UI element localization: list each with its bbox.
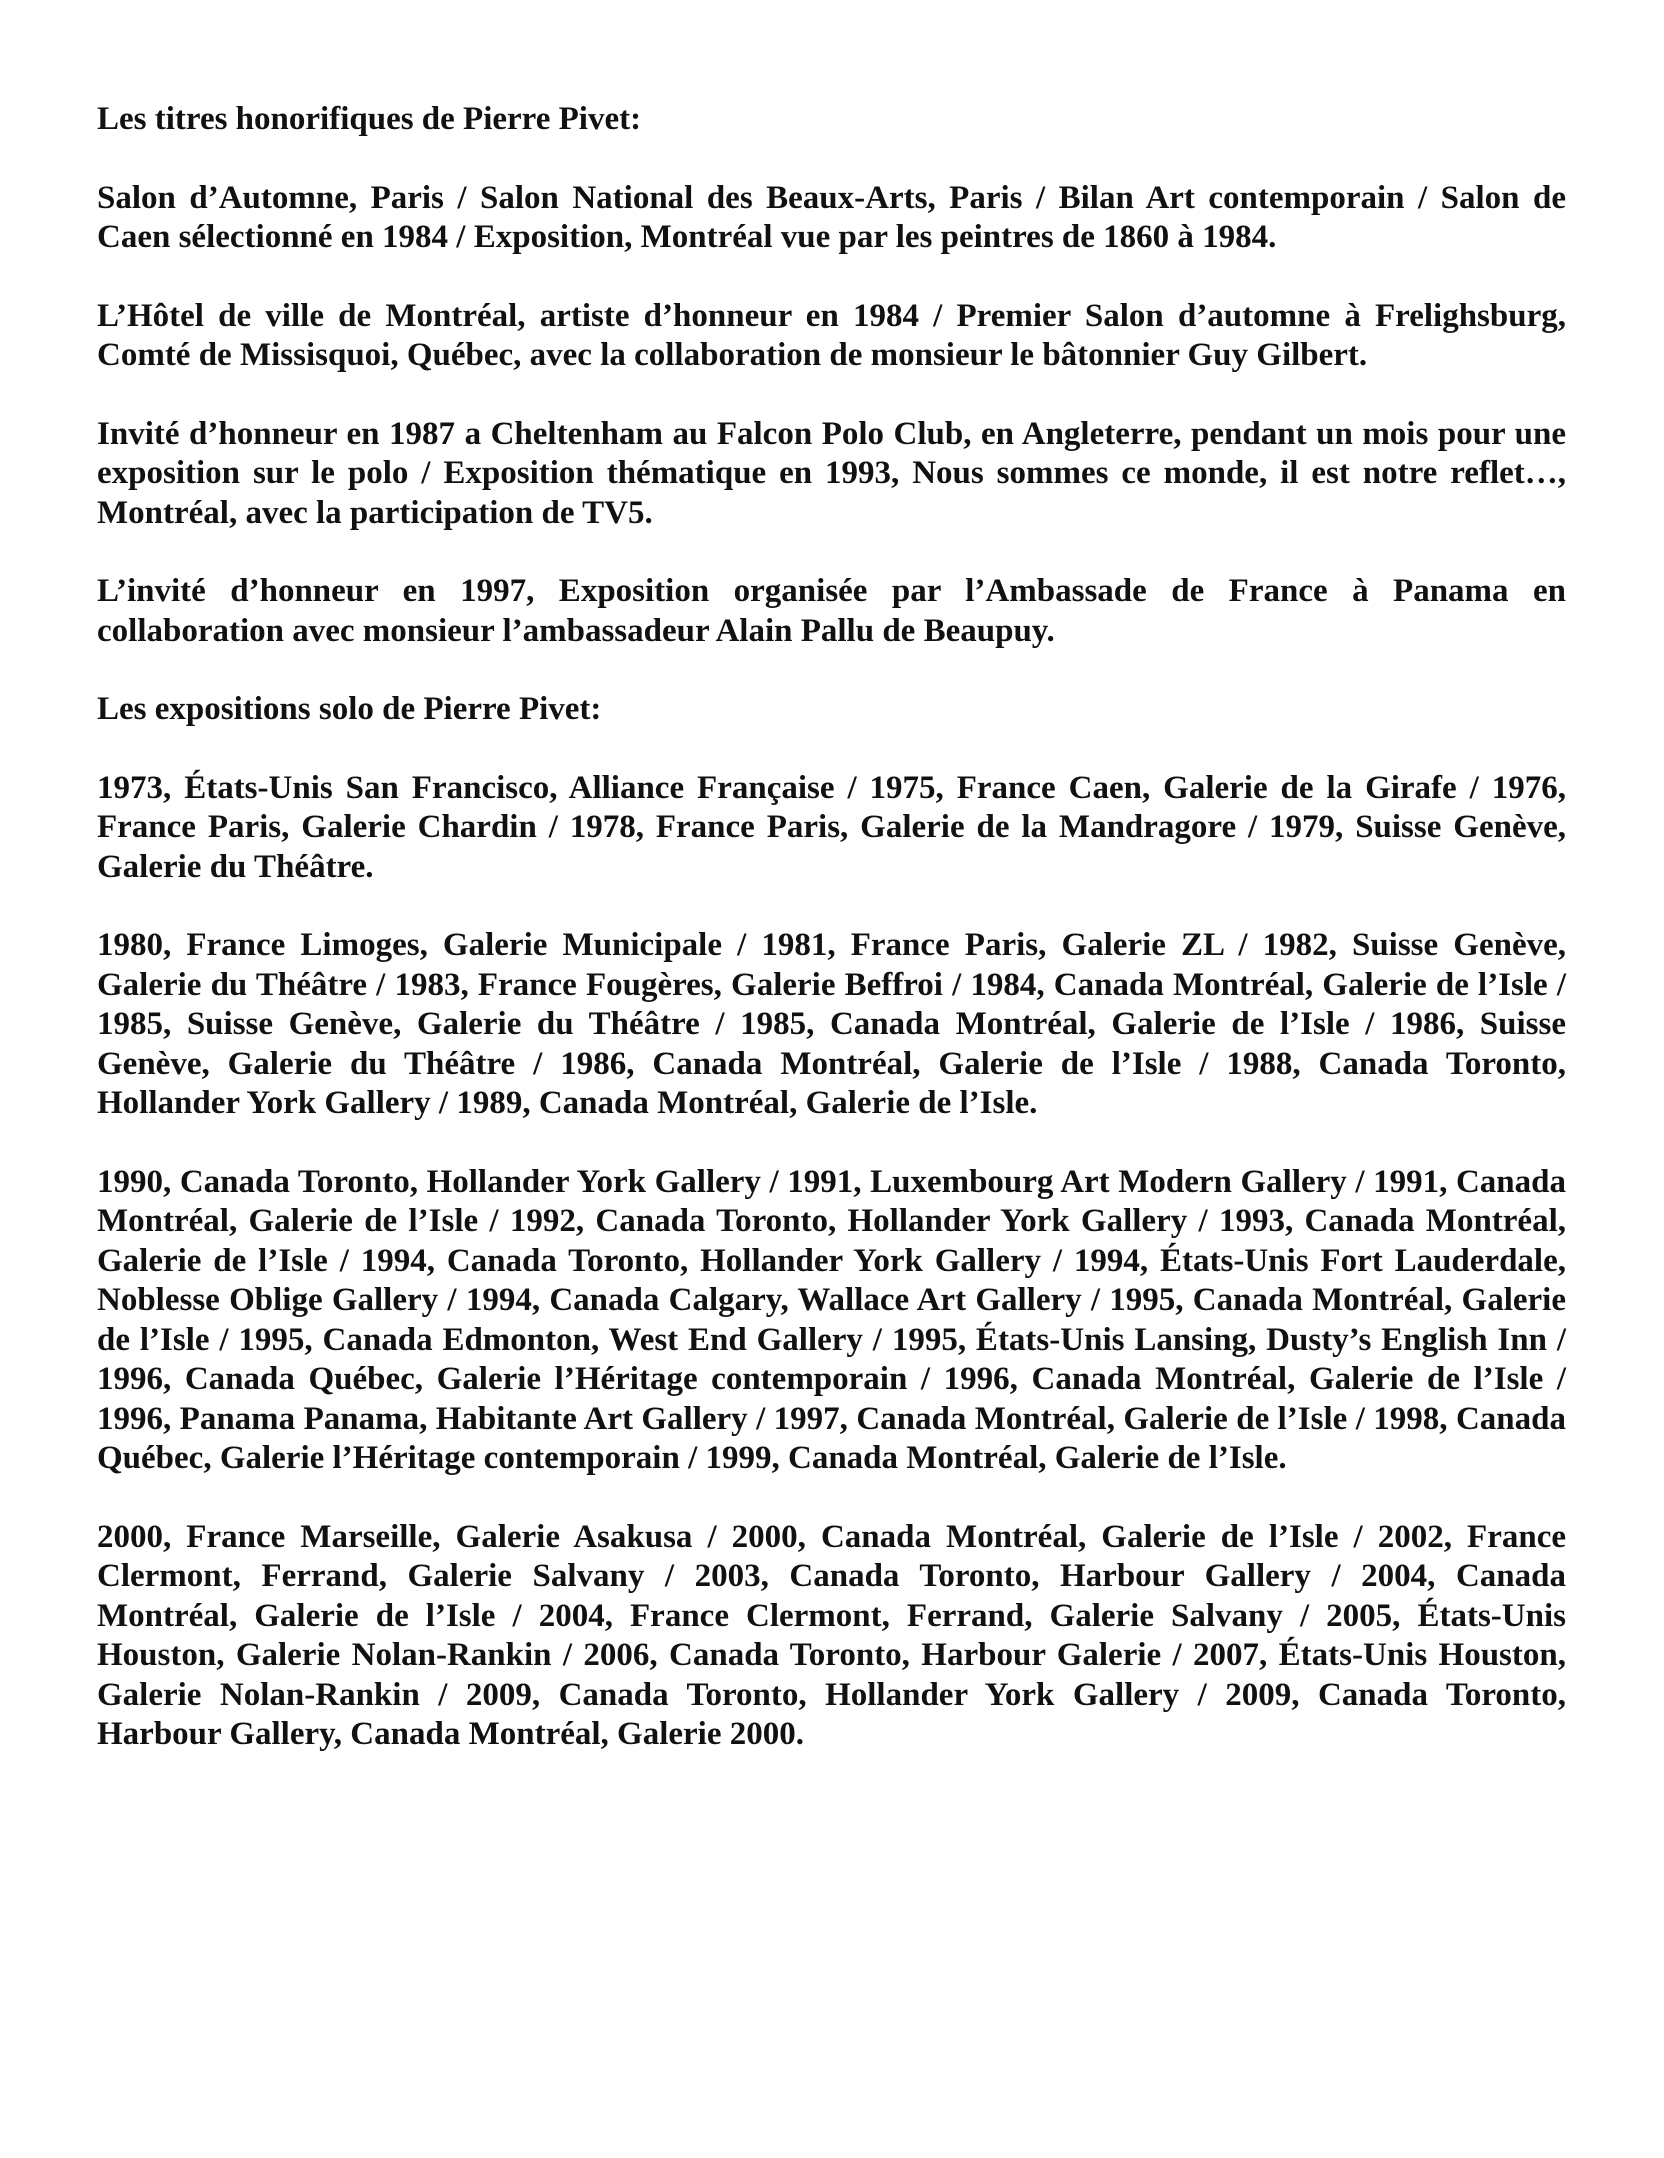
honors-paragraph-montreal: L’Hôtel de ville de Montréal, artiste d’honneur en 1984 / Premier Salon d’automne à Frelighsburg, Comté de Missisquoi, Québec, avec la collaboration de monsieur le bâtonnier Guy Gilbert.: [97, 297, 1566, 373]
honors-heading: Les titres honorifiques de Pierre Pivet:: [97, 101, 642, 137]
solo-heading: Les expositions solo de Pierre Pivet:: [97, 691, 602, 727]
solo-paragraph-1990s: 1990, Canada Toronto, Hollander York Gallery / 1991, Luxembourg Art Modern Gallery / 1991, Canada Montréal, Galerie de l’Isle / 1992, Canada Toronto, Hollander York Gallery / 1993, Canada Montréal, Galerie de l’Isle / 1994, Canada Toronto, Hollander York Gallery / 1994, États-Unis Fort Lauderdale, Noblesse Oblige Gallery / 1994, Canada Calgary, Wallace Art Gallery / 1995, Canada Montréal, Galerie de l’Isle / 1995, Canada Edmonton, West End Gallery / 1995, États-Unis Lansing, Dusty’s English Inn / 1996, Canada Québec, Galerie l’Héritage contemporain / 1996, Canada Montréal, Galerie de l’Isle / 1996, Panama Panama, Habitante Art Gallery / 1997, Canada Montréal, Galerie de l’Isle / 1998, Canada Québec, Galerie l’Héritage contemporain / 1999, Canada Montréal, Galerie de l’Isle.: [97, 1163, 1566, 1476]
solo-paragraph-2000s: 2000, France Marseille, Galerie Asakusa / 2000, Canada Montréal, Galerie de l’Isle / 2002, France Clermont, Ferrand, Galerie Salvany / 2003, Canada Toronto, Harbour Gallery / 2004, Canada Montréal, Galerie de l’Isle / 2004, France Clermont, Ferrand, Galerie Salvany / 2005, États-Unis Houston, Galerie Nolan-Rankin / 2006, Canada Toronto, Harbour Galerie / 2007, États-Unis Houston, Galerie Nolan-Rankin / 2009, Canada Toronto, Hollander York Gallery / 2009, Canada Toronto, Harbour Gallery, Canada Montréal, Galerie 2000.: [97, 1518, 1566, 1752]
solo-paragraph-1980s: 1980, France Limoges, Galerie Municipale / 1981, France Paris, Galerie ZL / 1982, Suisse Genève, Galerie du Théâtre / 1983, France Fougères, Galerie Beffroi / 1984, Canada Montréal, Galerie de l’Isle / 1985, Suisse Genève, Galerie du Théâtre / 1985, Canada Montréal, Galerie de l’Isle / 1986, Suisse Genève, Galerie du Théâtre / 1986, Canada Montréal, Galerie de l’Isle / 1988, Canada Toronto, Hollander York Gallery / 1989, Canada Montréal, Galerie de l’Isle.: [97, 927, 1566, 1121]
honors-paragraph-salons: Salon d’Automne, Paris / Salon National des Beaux-Arts, Paris / Bilan Art contemporain / Salon de Caen sélectionné en 1984 / Exposition, Montréal vue par les peintres de 1860 à 1984.: [97, 179, 1566, 255]
document-page: [97, 100, 1566, 1794]
honors-paragraph-panama: L’invité d’honneur en 1997, Exposition organisée par l’Ambassade de France à Panama en collaboration avec monsieur l’ambassadeur Alain Pallu de Beaupuy.: [97, 573, 1566, 649]
honors-paragraph-cheltenham: Invité d’honneur en 1987 a Cheltenham au Falcon Polo Club, en Angleterre, pendant un mois pour une exposition sur le polo / Exposition thématique en 1993, Nous sommes ce monde, il est notre reflet…, Montréal, avec la participation de TV5.: [97, 415, 1566, 531]
solo-paragraph-1970s: 1973, États-Unis San Francisco, Alliance Française / 1975, France Caen, Galerie de la Girafe / 1976, France Paris, Galerie Chardin / 1978, France Paris, Galerie de la Mandragore / 1979, Suisse Genève, Galerie du Théâtre.: [97, 769, 1566, 885]
